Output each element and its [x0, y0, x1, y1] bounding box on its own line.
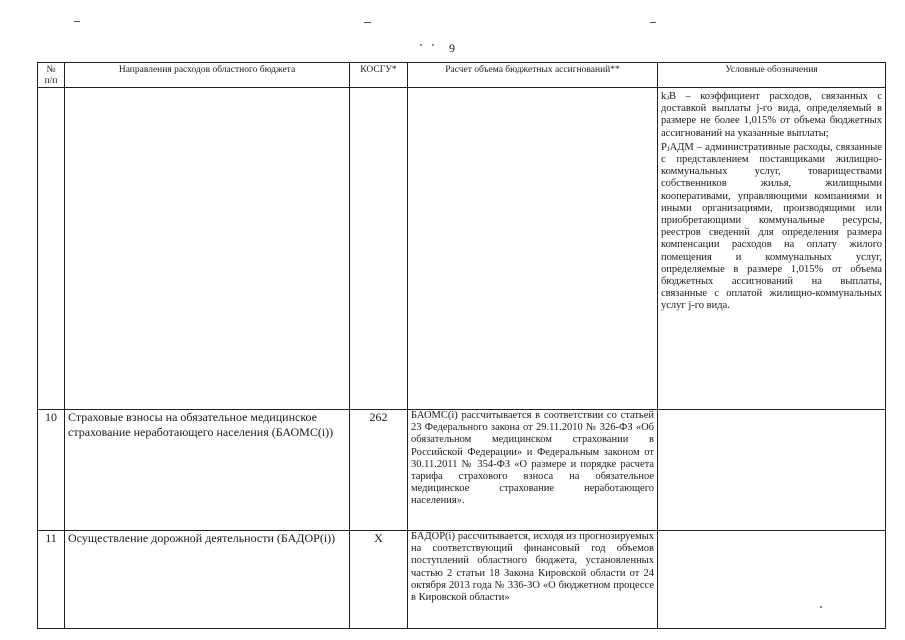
table-row [38, 531, 886, 629]
row-direction: Осуществление дорожной деятельности (БАДОР(i)) [65, 531, 350, 629]
row-direction: Страховые взносы на обязательное медицинское страхование неработающего населения (БАОМС(i)) [65, 410, 350, 531]
header-calculation: Расчет объема бюджетных ассигнований** [408, 63, 658, 88]
cell-notes-continuation [658, 88, 886, 410]
table-row-continuation [38, 88, 886, 410]
row-kosgu: 262 [350, 410, 408, 531]
table-row [38, 410, 886, 531]
row-num: 11 [38, 531, 65, 629]
header-kosgu: КОСГУ* [350, 63, 408, 88]
note-kv: kⱼВ – коэффициент расходов, связанных с доставкой выплаты j-го вида, определяемый в размере не более 1,015% от объема бюджетных ассигнований на указанные выплаты; [661, 91, 882, 139]
cell-direction [65, 88, 350, 410]
row-notes [658, 410, 886, 531]
note-radm: РⱼАДМ – административные расходы, связанные с представлением поставщиками жилищно-коммунальных услуг, товариществами собственников жилья, жилищными кооперативами, управляющими компаниями и иными организациями, производящими или приобретающими коммунальные ресурсы, реестров сведений для определения размера компенсации расходов на оплату жилого помещения и коммунальных услуг, определяемые в размере 1,015% от объема бюджетных ассигнований на выплаты, связанные с оплатой жилищно-коммунальных услуг j-го вида. [661, 141, 882, 312]
row-kosgu: Х [350, 531, 408, 629]
row-calculation: БАОМС(i) рассчитывается в соответствии со статьей 23 Федерального закона от 29.11.2010 № 326-ФЗ «Об обязательном медицинском страховании в Российской Федерации» и Федеральным законом от 30.11.2011 № 354-ФЗ «О размере и порядке расчета тарифа страхового взноса на обязательное медицинское страхование неработающего населения». [408, 410, 658, 531]
header-num: № п/п [38, 63, 65, 88]
header-direction: Направления расходов областного бюджета [65, 63, 350, 88]
budget-table [37, 62, 886, 629]
cell-calculation [408, 88, 658, 410]
row-notes [658, 531, 886, 629]
row-num: 10 [38, 410, 65, 531]
page-number: 9 [449, 41, 455, 55]
cell-kosgu [350, 88, 408, 410]
header-notes: Условные обозначения [658, 63, 886, 88]
cell-num [38, 88, 65, 410]
row-calculation: БАДОР(i) рассчитывается, исходя из прогнозируемых на соответствующий финансовый год объемов поступлений областного бюджета, установленных частью 2 статьи 18 Закона Кировской области от 24 октября 2013 года № 336-ЗО «О бюджетном процессе в Кировской области» [408, 531, 658, 629]
table-header-row [38, 63, 886, 88]
